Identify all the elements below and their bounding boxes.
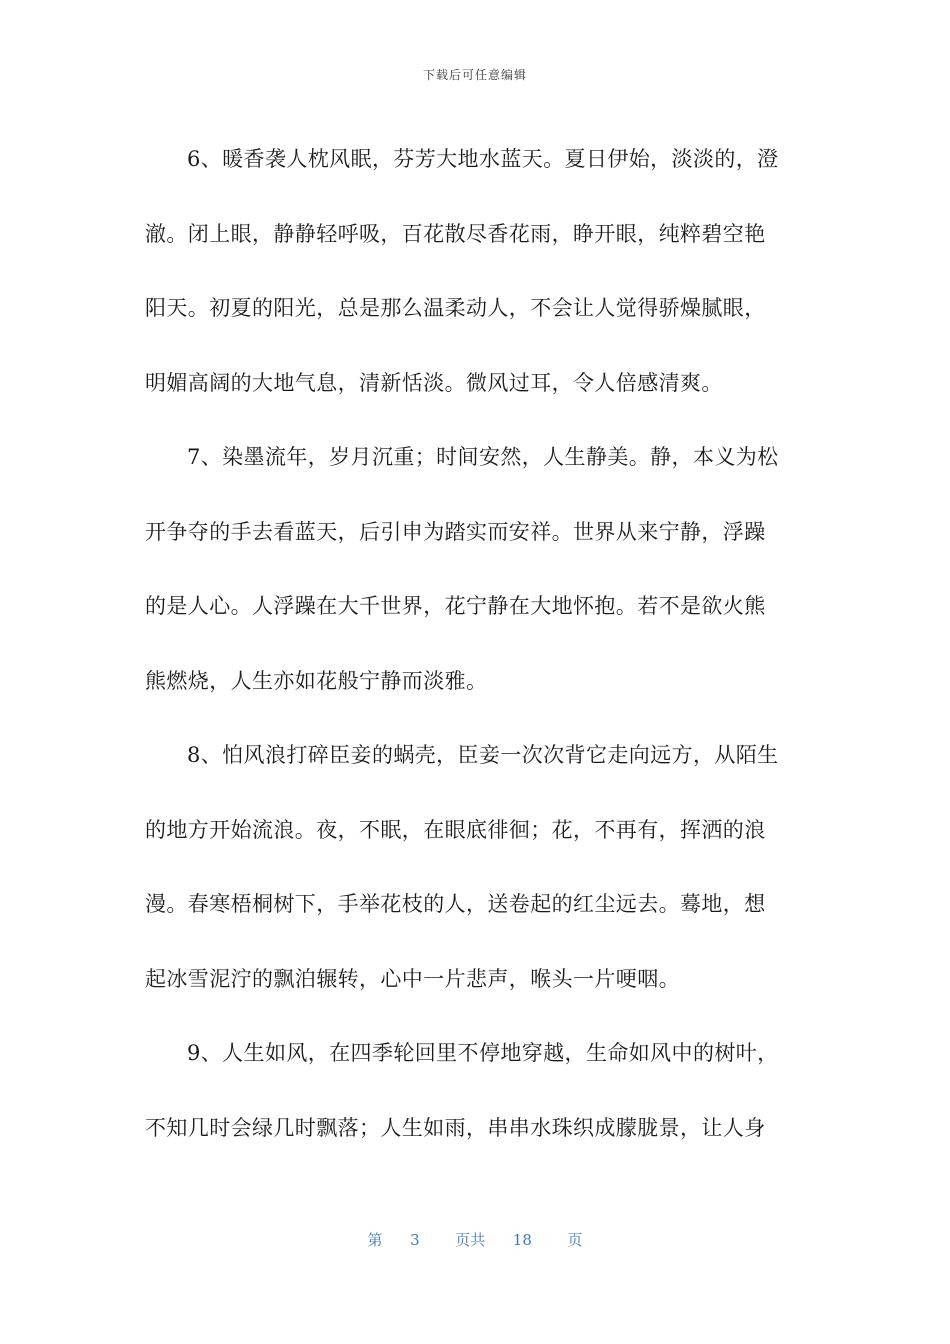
footer-suffix: 页 <box>567 1231 583 1249</box>
paragraph-7 <box>145 420 805 718</box>
paragraph-line: 澈。闭上眼，静静轻呼吸，百花散尽香花雨，睁开眼，纯粹碧空艳 <box>145 221 766 246</box>
paragraph-line: 的是人心。人浮躁在大千世界，花宁静在大地怀抱。若不是欲火熊 <box>145 594 766 618</box>
header-text: 下载后可任意编辑 <box>422 68 527 82</box>
paragraph-9 <box>145 1016 805 1165</box>
footer-prefix: 第 <box>367 1231 383 1249</box>
current-page-number: 3 <box>410 1231 420 1249</box>
footer-middle: 页共 <box>455 1231 486 1249</box>
paragraph-6 <box>145 122 805 420</box>
paragraph-line: 熊燃烧，人生亦如花般宁静而淡雅。 <box>145 668 488 693</box>
document-body <box>145 122 805 1165</box>
paragraph-line: 阳天。初夏的阳光，总是那么温柔动人，不会让人觉得骄燥腻眼， <box>145 296 766 320</box>
paragraph-line: 起冰雪泥泞的飘泊辗转，心中一片悲声，喉头一片哽咽。 <box>145 966 680 991</box>
paragraph-line: 8、怕风浪打碎臣妾的蜗壳，臣妾一次次背它走向远方，从陌生 <box>187 743 779 767</box>
total-page-count: 18 <box>512 1231 532 1249</box>
page-header <box>0 66 950 83</box>
paragraph-line: 漫。春寒梧桐树下，手举花枝的人，送卷起的红尘远去。蓦地，想 <box>145 892 766 916</box>
paragraph-line: 9、人生如风，在四季轮回里不停地穿越，生命如风中的树叶， <box>187 1041 779 1065</box>
paragraph-line: 明媚高阔的大地气息，清新恬淡。微风过耳，令人倍感清爽。 <box>145 370 723 395</box>
paragraph-line: 不知几时会绿几时飘落；人生如雨，串串水珠织成朦胧景，让人身 <box>145 1115 766 1140</box>
paragraph-line: 7、染墨流年，岁月沉重；时间安然，人生静美。静，本义为松 <box>187 445 779 469</box>
paragraph-line: 6、暖香袭人枕风眠，芬芳大地水蓝天。夏日伊始，淡淡的，澄 <box>187 147 779 171</box>
paragraph-line: 开争夺的手去看蓝天，后引申为踏实而安祥。世界从来宁静，浮躁 <box>145 519 766 544</box>
paragraph-8 <box>145 718 805 1016</box>
page-footer <box>0 1229 950 1250</box>
paragraph-line: 的地方开始流浪。夜，不眠，在眼底徘徊；花，不再有，挥洒的浪 <box>145 817 766 842</box>
